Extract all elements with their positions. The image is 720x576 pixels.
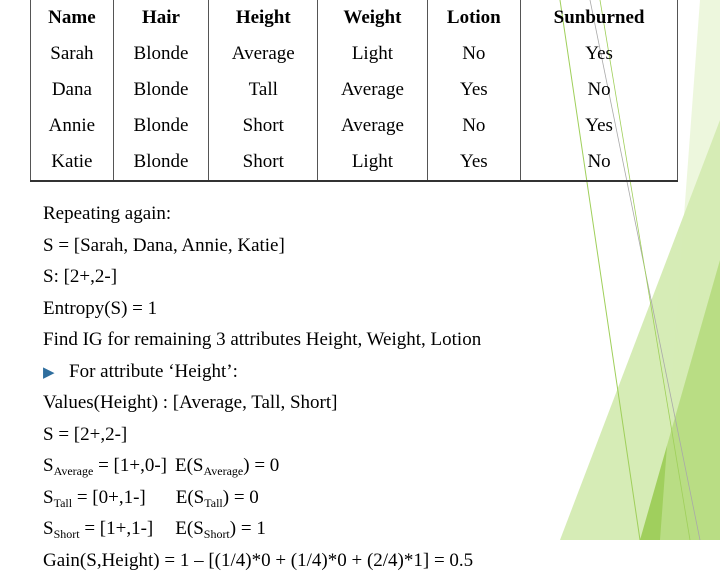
header-name: Name bbox=[31, 0, 114, 36]
cell: Yes bbox=[521, 108, 678, 144]
cell: Yes bbox=[427, 72, 521, 108]
cell: Blonde bbox=[113, 72, 208, 108]
text-line: S = [2+,2-] bbox=[43, 419, 713, 451]
formula-value: ) = 1 bbox=[230, 518, 266, 539]
cell: Short bbox=[209, 144, 318, 181]
slide-body bbox=[43, 198, 713, 576]
formula-counts: = [1+,1-] bbox=[80, 518, 154, 539]
cell: Annie bbox=[31, 108, 114, 144]
table-row bbox=[31, 72, 678, 108]
gain-line: Gain(S,Height) = 1 – [(1/4)*0 + (1/4)*0 + (2/4)*1] = 0.5 bbox=[43, 545, 713, 576]
text-line: S: [2+,2-] bbox=[43, 261, 713, 293]
formula-entropy: E(S bbox=[176, 487, 205, 508]
cell: No bbox=[427, 108, 521, 144]
table-row bbox=[31, 36, 678, 72]
cell: Dana bbox=[31, 72, 114, 108]
attributes-table bbox=[30, 0, 678, 182]
formula-line-tall bbox=[43, 482, 713, 514]
cell: Blonde bbox=[113, 144, 208, 181]
cell: Yes bbox=[521, 36, 678, 72]
cell: Blonde bbox=[113, 36, 208, 72]
table-row bbox=[31, 108, 678, 144]
text-line: Repeating again: bbox=[43, 198, 713, 230]
cell: Short bbox=[209, 108, 318, 144]
cell: Katie bbox=[31, 144, 114, 181]
cell: Tall bbox=[209, 72, 318, 108]
table-row bbox=[31, 144, 678, 181]
cell: Average bbox=[209, 36, 318, 72]
header-weight: Weight bbox=[318, 0, 427, 36]
formula-subscript: Average bbox=[204, 464, 244, 478]
cell: Light bbox=[318, 144, 427, 181]
formula-counts: = [0+,1-] bbox=[72, 487, 146, 508]
header-hair: Hair bbox=[113, 0, 208, 36]
table-header-row bbox=[31, 0, 678, 36]
formula-symbol: S bbox=[43, 487, 54, 508]
formula-entropy: E(S bbox=[175, 455, 204, 476]
formula-subscript: Tall bbox=[54, 496, 73, 510]
cell: No bbox=[427, 36, 521, 72]
text-line: S = [Sarah, Dana, Annie, Katie] bbox=[43, 230, 713, 262]
triangle-bullet-icon: ▶ bbox=[43, 358, 69, 390]
cell: Average bbox=[318, 72, 427, 108]
cell: No bbox=[521, 72, 678, 108]
formula-subscript: Short bbox=[204, 527, 230, 541]
formula-value: ) = 0 bbox=[243, 455, 279, 476]
cell: Light bbox=[318, 36, 427, 72]
cell: Blonde bbox=[113, 108, 208, 144]
header-sunburned: Sunburned bbox=[521, 0, 678, 36]
formula-subscript: Tall bbox=[204, 496, 223, 510]
text-line: Values(Height) : [Average, Tall, Short] bbox=[43, 387, 713, 419]
cell: No bbox=[521, 144, 678, 181]
formula-counts: = [1+,0-] bbox=[93, 455, 167, 476]
header-lotion: Lotion bbox=[427, 0, 521, 36]
text-line: Entropy(S) = 1 bbox=[43, 293, 713, 325]
text-line: Find IG for remaining 3 attributes Height, Weight, Lotion bbox=[43, 324, 713, 356]
cell: Average bbox=[318, 108, 427, 144]
cell: Sarah bbox=[31, 36, 114, 72]
formula-value: ) = 0 bbox=[223, 487, 259, 508]
formula-symbol: S bbox=[43, 518, 54, 539]
formula-line-average bbox=[43, 450, 713, 482]
formula-entropy: E(S bbox=[175, 518, 204, 539]
formula-symbol: S bbox=[43, 455, 54, 476]
cell: Yes bbox=[427, 144, 521, 181]
formula-subscript: Average bbox=[54, 464, 94, 478]
formula-subscript: Short bbox=[54, 527, 80, 541]
header-height: Height bbox=[209, 0, 318, 36]
bullet-text: For attribute ‘Height’: bbox=[69, 361, 238, 382]
bullet-item bbox=[43, 356, 713, 388]
